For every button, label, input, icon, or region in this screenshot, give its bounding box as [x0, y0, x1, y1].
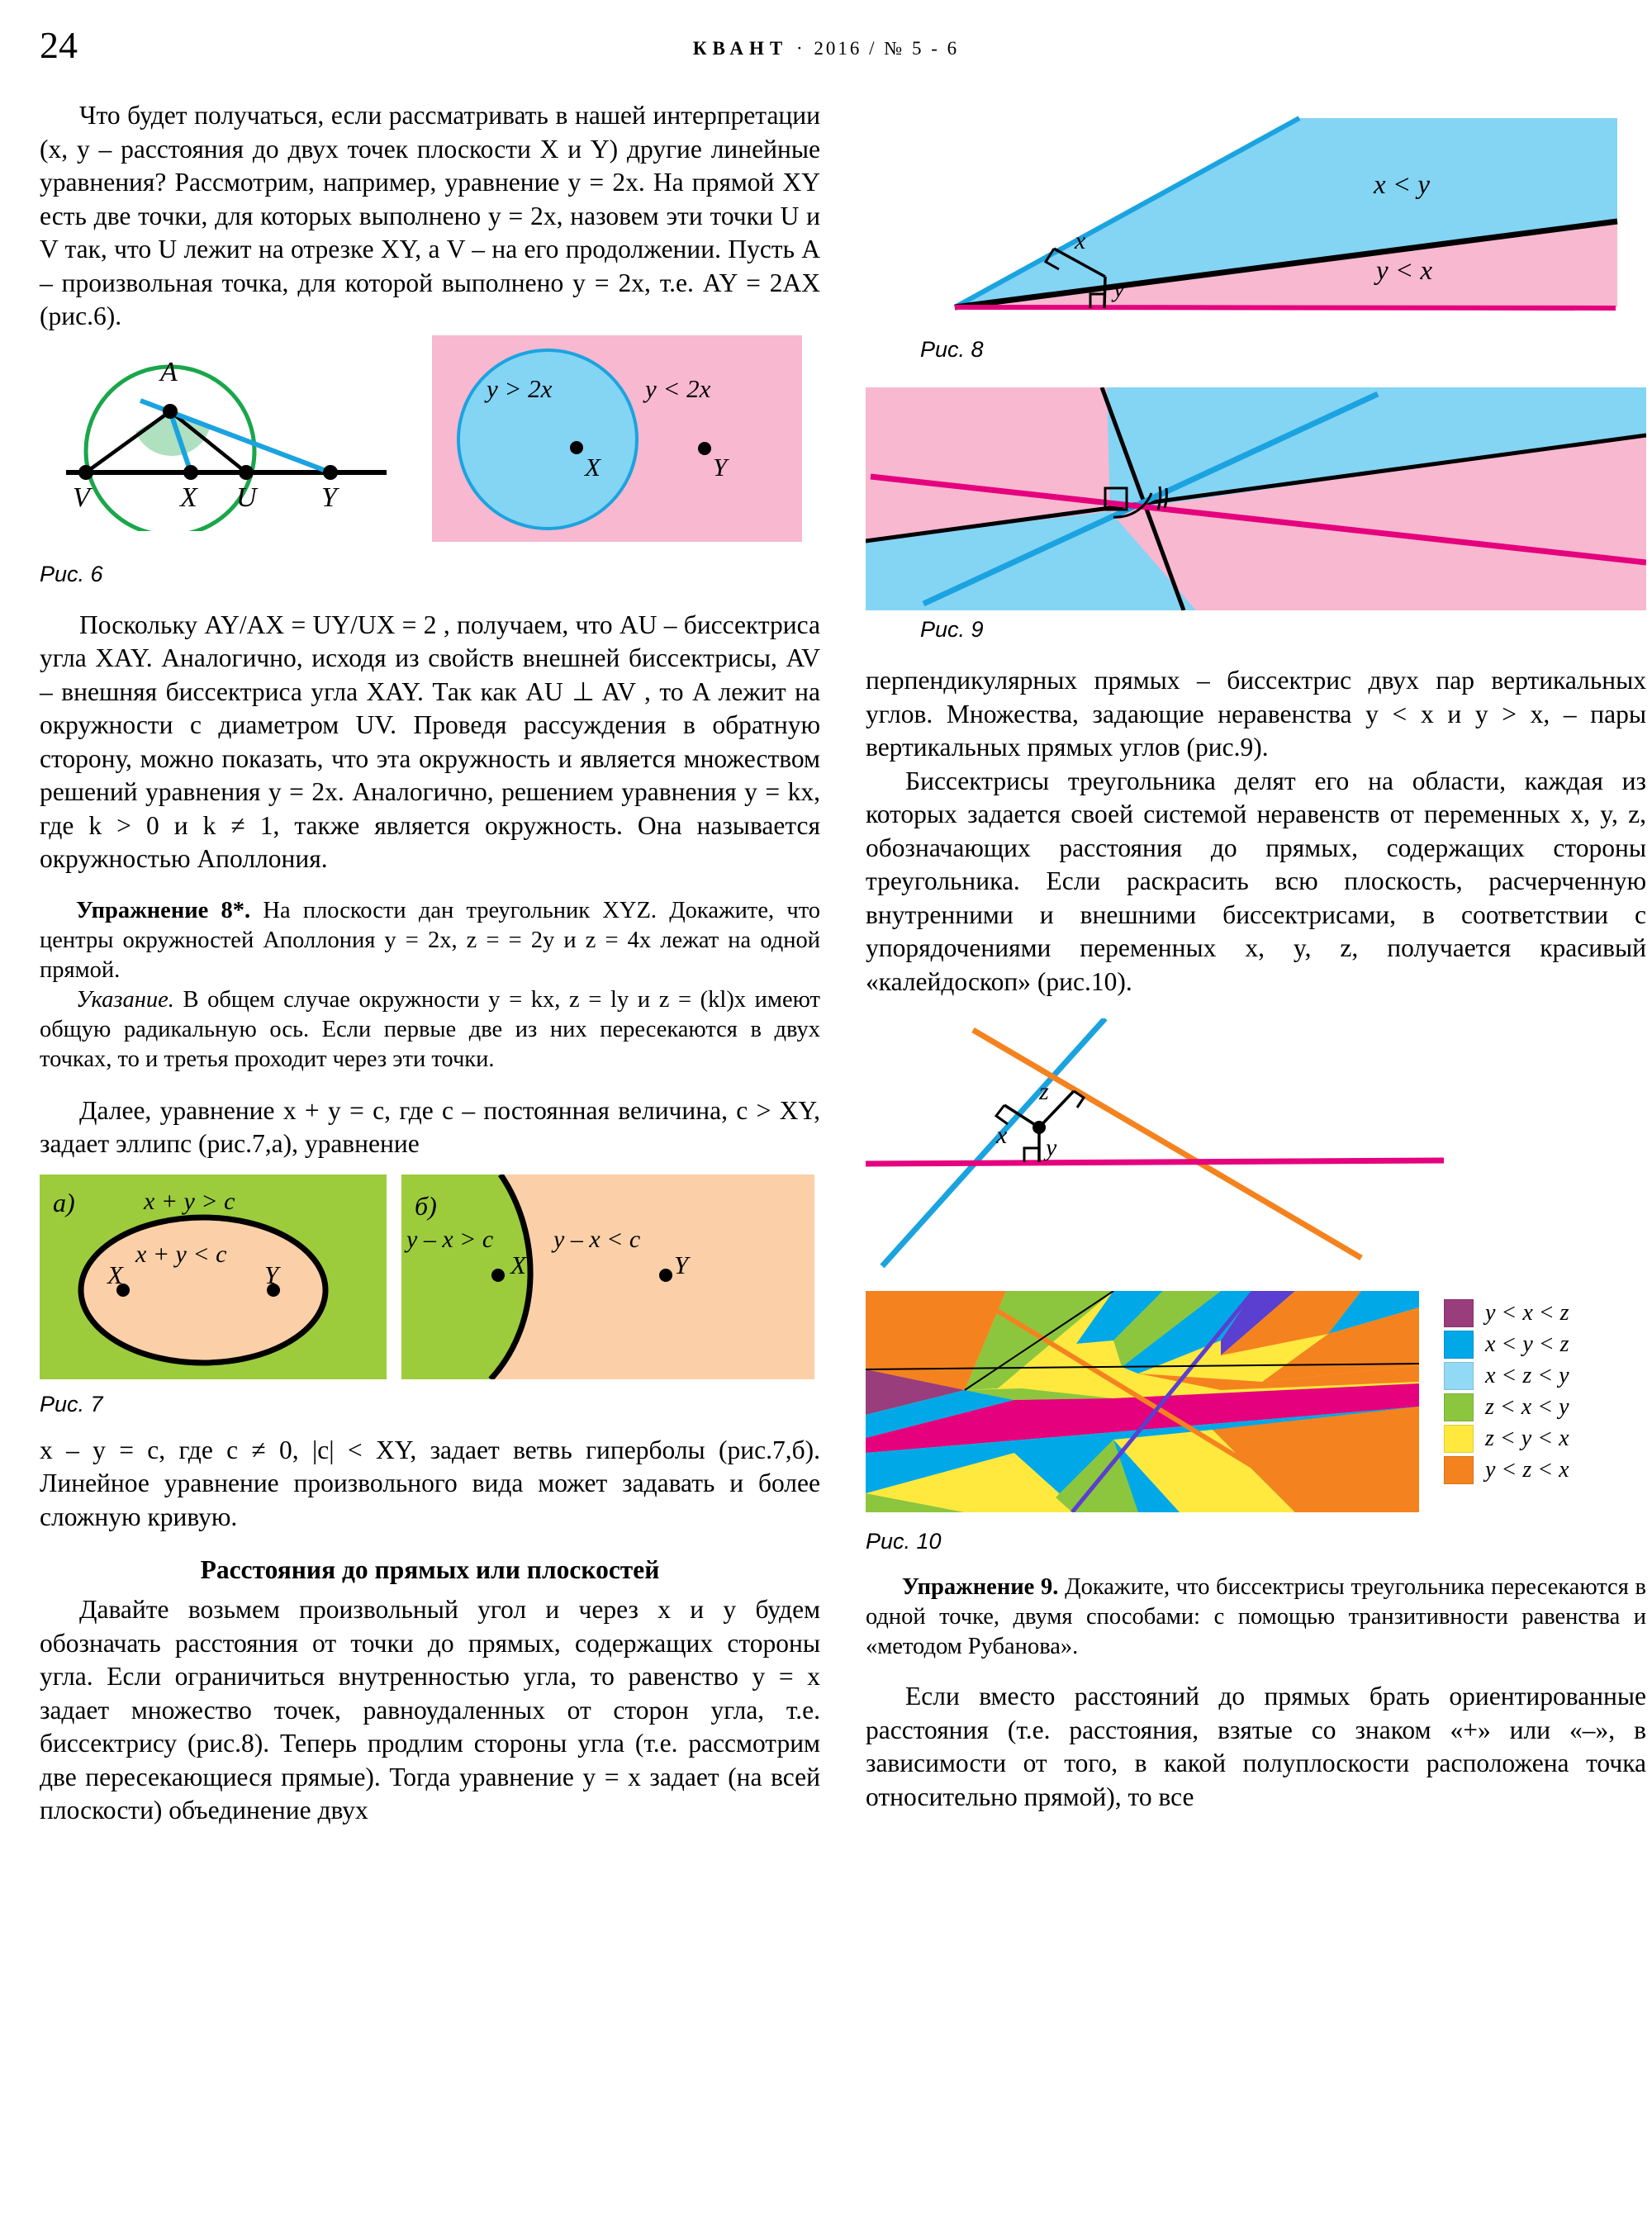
legend-swatch: [1444, 1331, 1474, 1359]
issue-label: 2016 / № 5 - 6: [814, 38, 960, 59]
figure-7b-tag: б): [415, 1190, 437, 1221]
figure-8-label-x: x: [1075, 227, 1086, 254]
line-orange: [973, 1030, 1361, 1258]
figure-6-region-label-inside: y > 2x: [487, 373, 553, 403]
legend-label: z < x < y: [1485, 1394, 1569, 1420]
exercise-8: [40, 896, 820, 985]
hyperbola-point-Y-dot: [659, 1269, 672, 1282]
exercise-9-text: Докажите, что биссектрисы треугольника пересекаются в одной точке, двумя способами: с помощью транзитивности равенства и «методом Рубанова».: [866, 1574, 1646, 1659]
paragraph-ellipse: [40, 1094, 820, 1161]
paragraph-apollonius: [40, 609, 820, 876]
interior-point-dot: [1032, 1121, 1046, 1134]
region-point-Y-dot: [698, 442, 711, 455]
figure-7a-point-Y: Y: [264, 1260, 279, 1289]
figure-6-svg: [40, 345, 415, 531]
figure-8-label-upper: x < y: [1374, 170, 1431, 200]
legend-row: [1444, 1392, 1569, 1423]
perp-y-segment: [1104, 277, 1105, 308]
point-X-dot: [183, 465, 198, 480]
figure-6-circle-diagram: [40, 345, 415, 531]
section-title-distances: Расстояния до прямых или плоскостей: [200, 1555, 660, 1584]
legend-swatch: [1444, 1393, 1474, 1421]
paragraph-bisect-text: Биссектрисы треугольника делят его на области, каждая из которых задается своей системой неравенств от переменных x, y, z, обозначающих расстояния до прямых, содержащих стороны треугольника. Если раскрасить всю плоскость, расчерченную внутренними и внешними биссектрисами, в соответствии с упорядочениями переменных x, y, z, получается красивый «калейдоскоп» (рис.10).: [866, 766, 1646, 996]
figure-6-label-Y: Y: [321, 482, 337, 513]
figure-6-caption: Рис. 6: [40, 561, 103, 586]
figure-9: [866, 387, 1646, 610]
figure-7a-outside-label: x + y > c: [144, 1187, 235, 1215]
figure-6-region-svg: [432, 335, 802, 542]
right-column: [866, 99, 1646, 1814]
figure-7a-point-X: X: [107, 1260, 123, 1289]
journal-name: КВАНТ: [692, 38, 789, 59]
point-Y-dot: [323, 465, 338, 480]
figure-7b-svg: [401, 1174, 814, 1379]
figure-7b-point-Y: Y: [674, 1250, 689, 1279]
figure-three-lines-label-y: y: [1046, 1134, 1057, 1161]
angle-side-lower: [955, 307, 1616, 308]
running-head: [0, 38, 1652, 59]
paragraph-hyperbola-text: x – y = c, где c ≠ 0, |c| < XY, задает ветвь гиперболы (рис.7,б). Линейное уравнение произвольного вида может задавать и более сложную кривую.: [40, 1435, 820, 1531]
figure-three-lines-label-x: x: [996, 1122, 1008, 1149]
figure-10-legend: [1444, 1298, 1569, 1486]
paragraph-apollonius-text: Поскольку AY/AX = UY/UX = 2 , получаем, что AU – биссектриса угла XAY. Аналогично, исходя из свойств внешней биссектрисы, AV – внешняя биссектриса угла XAY. Так как AU ⊥ AV , то A лежит на окружности с диаметром UV. Проведя рассуждения в обратную сторону, можно показать, что эта окружность и является множеством решений уравнения y = 2x. Аналогично, решением уравнения y = kx, где k > 0 и k ≠ 1, также является окружность. Она называется окружностью Аполлония.: [40, 610, 820, 873]
figure-9-svg: [866, 387, 1646, 610]
figure-6-label-A: A: [160, 356, 178, 387]
legend-row: [1444, 1298, 1569, 1329]
legend-row: [1444, 1454, 1569, 1486]
exercise-8-hint-label: Указание.: [76, 986, 174, 1013]
point-U-dot: [239, 465, 254, 480]
left-column: [40, 99, 820, 1828]
figure-10-kaleidoscope: [866, 1291, 1419, 1512]
legend-row: [1444, 1329, 1569, 1360]
legend-label: y < z < x: [1485, 1457, 1569, 1483]
figure-8-label-y: y: [1113, 275, 1125, 302]
legend-label: z < y < x: [1485, 1426, 1569, 1451]
figure-6-region-diagram: [432, 335, 802, 542]
figure-9-frame: [866, 387, 1646, 610]
figure-6-region-point-X: X: [585, 452, 601, 482]
figure-7b-right-label: y – x < c: [553, 1225, 641, 1253]
figure-three-lines-svg: [866, 1018, 1646, 1274]
paragraph-hyperbola: [40, 1434, 820, 1535]
legend-label: x < z < y: [1485, 1363, 1569, 1388]
paragraph-oriented: [866, 1680, 1646, 1814]
figure-7-panel-a: [40, 1174, 387, 1379]
figure-8: [866, 99, 1646, 330]
paragraph-ellipse-text: Далее, уравнение x + y = c, где c – постоянная величина, c > XY, задает эллипс (рис.7,а), уравнение: [40, 1095, 820, 1158]
figure-10-svg: [866, 1291, 1419, 1512]
figure-6-label-U: U: [236, 482, 257, 513]
figure-6-region-label-outside: y < 2x: [645, 373, 711, 403]
exercise-8-hint-text: В общем случае окружности y = kx, z = ly и z = (kl)x имеют общую радикальную ось. Если первые две из них пересекаются в двух точках, то и третья проходит через эти точки.: [40, 986, 820, 1072]
figure-6-label-X: X: [180, 482, 197, 513]
figure-7-caption: Рис. 7: [40, 1391, 103, 1416]
point-V-dot: [78, 465, 93, 480]
hyperbola-point-X-dot: [491, 1269, 505, 1282]
running-head-separator: ·: [796, 38, 806, 59]
legend-label: y < x < z: [1485, 1300, 1569, 1326]
legend-swatch: [1444, 1425, 1474, 1453]
paragraph-oriented-text: Если вместо расстояний до прямых брать ориентированные расстояния (т.е. расстояния, взятые со знаком «+» или «–», в зависимости от того, в какой полуплоскости расположена точка относительно прямой), то все: [866, 1682, 1646, 1811]
line-magenta: [866, 1160, 1444, 1164]
figure-7a-tag: а): [53, 1187, 75, 1217]
figure-8-caption: Рис. 8: [920, 337, 984, 362]
figure-8-label-lower: y < x: [1376, 256, 1433, 286]
legend-row: [1444, 1423, 1569, 1454]
legend-swatch: [1444, 1456, 1474, 1484]
figure-three-lines-label-z: z: [1039, 1078, 1049, 1105]
exercise-8-label: Упражнение 8*.: [76, 897, 251, 923]
hyperbola-region: [491, 1174, 814, 1379]
figure-6-label-V: V: [73, 482, 90, 513]
paragraph-perp-text: перпендикулярных прямых – биссектрис двух пар вертикальных углов. Множества, задающие неравенства y < x и y > x, – пары вертикальных прямых углов (рис.9).: [866, 666, 1646, 762]
paragraph-perp: [866, 664, 1646, 765]
legend-swatch: [1444, 1299, 1474, 1327]
paragraph-intro: [40, 99, 820, 334]
paragraph-bisect: [866, 765, 1646, 999]
figure-10: [866, 1291, 1646, 1522]
figure-9-caption: Рис. 9: [920, 617, 984, 642]
paragraph-distances: [40, 1593, 820, 1828]
paragraph-distances-text: Давайте возьмем произвольный угол и через x и y будем обозначать расстояния от точки до прямых, содержащих стороны угла. Если ограничиться внутренностью угла, то равенство y = x задает множество точек, равноудаленных от сторон угла, т.е. биссектрису (рис.8). Теперь продлим стороны угла (т.е. рассмотрим две пересекающиеся прямые). Тогда уравнение y = x задает (на всей плоскости) объединение двух: [40, 1595, 820, 1825]
figure-7: [40, 1174, 820, 1385]
paragraph-intro-text: Что будет получаться, если рассматривать в нашей интерпретации (x, y – расстояния до двух точек плоскости X и Y) другие линейные уравнения? Рассмотрим, например, уравнение y = 2x. На прямой XY есть две точки, для которых выполнено y = 2x, назовем эти точки U и V так, что U лежит на отрезке XY, а V – на его продолжении. Пусть A – произвольная точка, для которой выполнено y = 2x, т.е. AY = 2AX (рис.6).: [40, 101, 820, 330]
figure-7-panel-b: [401, 1174, 814, 1379]
figure-7b-point-X: X: [510, 1250, 526, 1279]
exercise-9-label: Упражнение 9.: [902, 1574, 1059, 1600]
figure-three-lines: [866, 1018, 1646, 1283]
exercise-8-text: На плоскости дан треугольник XYZ. Докажите, что центры окружностей Аполлония y = 2x, z = = 2y и z = 4x лежат на одной прямой.: [40, 897, 821, 983]
legend-label: x < y < z: [1485, 1331, 1569, 1357]
region-point-X-dot: [570, 441, 583, 454]
point-A-dot: [163, 404, 178, 419]
exercise-8-hint: [40, 985, 820, 1075]
line-blue: [882, 1018, 1105, 1266]
figure-10-caption: Рис. 10: [866, 1529, 942, 1554]
exercise-9: [866, 1573, 1646, 1662]
figure-7b-left-label: y – x > c: [406, 1225, 494, 1253]
figure-6: [40, 345, 820, 552]
page-number: 24: [40, 24, 78, 66]
figure-7a-inside-label: x + y < c: [135, 1240, 227, 1268]
figure-6-region-point-Y: Y: [713, 452, 728, 482]
legend-row: [1444, 1360, 1569, 1392]
figure-8-svg: [866, 99, 1646, 322]
legend-swatch: [1444, 1362, 1474, 1390]
